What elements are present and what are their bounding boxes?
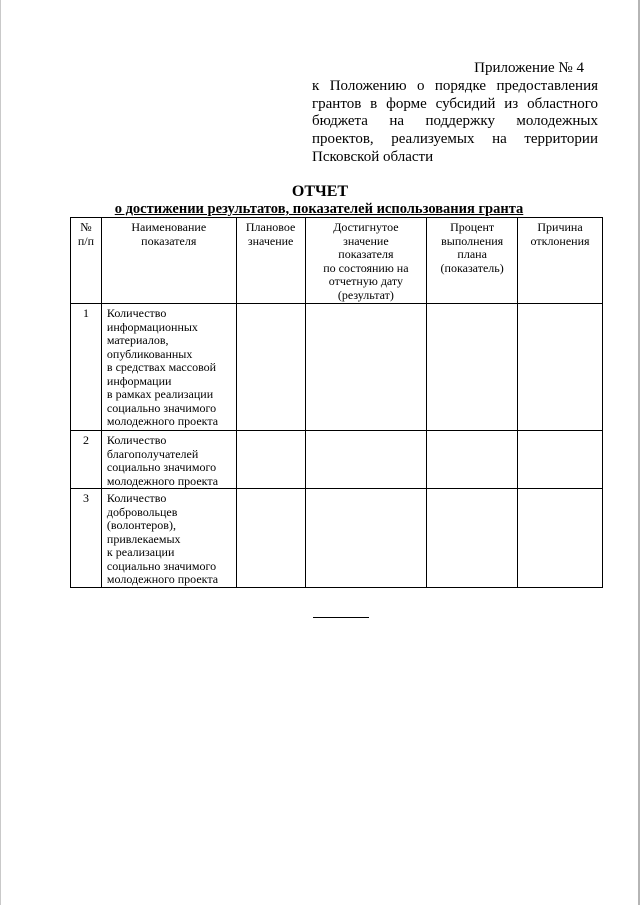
- row-planned-value-cell: [236, 431, 305, 489]
- cell-text-line: социально значимого: [106, 400, 217, 415]
- row-achieved-value-cell: [305, 431, 427, 489]
- appendix-block: [312, 60, 598, 167]
- cell-text-line: значение: [343, 233, 389, 248]
- cell-text-line: плана: [457, 247, 487, 261]
- cell-text-line: привлекаемых: [106, 531, 181, 546]
- closing-rule: [313, 617, 369, 618]
- cell-text-line: молодежного проекта: [106, 572, 219, 586]
- row-indicator-name: [101, 304, 236, 431]
- cell-text-line: Количество: [106, 306, 167, 320]
- appendix-number: Приложение № 4: [474, 60, 584, 76]
- cell-text-line: молодежного проекта: [106, 473, 219, 488]
- cell-text-line: отклонения: [530, 233, 590, 248]
- table-row: [71, 304, 603, 431]
- appendix-line: грантов в форме субсидий из областного: [312, 95, 598, 112]
- row-number: 3: [71, 489, 102, 588]
- header-completion-percent: [427, 218, 518, 304]
- row-achieved-value-cell: [305, 304, 427, 431]
- row-deviation-reason-cell: [518, 431, 603, 489]
- appendix-line: бюджета на поддержку молодежных: [312, 113, 598, 130]
- row-completion-percent-cell: [427, 304, 518, 431]
- table-header-row: [71, 218, 603, 304]
- cell-text-line: Причина: [537, 220, 583, 234]
- cell-text-line: значение: [247, 233, 294, 248]
- appendix-line: проектов, реализуемых на территории: [312, 131, 598, 148]
- row-achieved-value-cell: [305, 489, 427, 588]
- cell-text-line: информации: [106, 373, 172, 388]
- report-table: [70, 217, 603, 588]
- cell-text-line: №: [80, 220, 92, 234]
- appendix-line: Псковской области: [312, 148, 434, 165]
- cell-text-line: (волонтеров),: [106, 518, 176, 532]
- table-row: [71, 431, 603, 489]
- cell-text-line: молодежного проекта: [106, 414, 219, 428]
- cell-text-line: Процент: [450, 220, 495, 234]
- page-edge-left: [0, 0, 1, 905]
- cell-text-line: материалов,: [106, 333, 169, 347]
- cell-text-line: показателя: [141, 233, 197, 248]
- header-deviation-reason: [518, 218, 603, 304]
- row-number: 1: [71, 304, 102, 431]
- row-deviation-reason-cell: [518, 489, 603, 588]
- cell-text-line: Наименование: [131, 220, 207, 234]
- cell-text-line: (показатель): [440, 260, 504, 275]
- cell-text-line: в рамках реализации: [106, 387, 214, 401]
- cell-text-line: социально значимого: [106, 460, 217, 474]
- cell-text-line: отчетную дату: [328, 274, 404, 288]
- header-planned-value: [236, 218, 305, 304]
- header-number-col: [71, 218, 102, 304]
- cell-text-line: Плановое: [245, 220, 296, 234]
- row-completion-percent-cell: [427, 431, 518, 489]
- report-title: ОТЧЕТ: [291, 183, 349, 200]
- cell-text-line: (результат): [337, 287, 394, 302]
- row-number: 2: [71, 431, 102, 489]
- row-planned-value-cell: [236, 489, 305, 588]
- row-indicator-name: [101, 489, 236, 588]
- cell-text-line: социально значимого: [106, 558, 217, 573]
- header-indicator-name: [101, 218, 236, 304]
- cell-text-line: благополучателей: [106, 446, 199, 461]
- cell-text-line: информационных: [106, 319, 198, 334]
- cell-text-line: к реализации: [106, 545, 175, 559]
- cell-text-line: Количество: [106, 433, 167, 447]
- cell-text-line: в средствах массовой: [106, 360, 217, 374]
- cell-text-line: добровольцев: [106, 504, 178, 519]
- appendix-line: к Положению о порядке предоставления: [312, 77, 598, 94]
- cell-text-line: п/п: [77, 233, 95, 248]
- report-subtitle: о достижении результатов, показателей использования гранта: [114, 201, 524, 217]
- cell-text-line: Достигнутое: [333, 220, 399, 234]
- cell-text-line: показателя: [338, 247, 394, 261]
- row-completion-percent-cell: [427, 489, 518, 588]
- table-row: [71, 489, 603, 588]
- cell-text-line: по состоянию на: [323, 260, 409, 275]
- appendix-reference: [312, 78, 598, 167]
- row-indicator-name: [101, 431, 236, 489]
- cell-text-line: выполнения: [441, 233, 504, 248]
- row-deviation-reason-cell: [518, 304, 603, 431]
- cell-text-line: Количество: [106, 491, 167, 505]
- cell-text-line: опубликованных: [106, 346, 193, 361]
- header-achieved-value: [305, 218, 427, 304]
- row-planned-value-cell: [236, 304, 305, 431]
